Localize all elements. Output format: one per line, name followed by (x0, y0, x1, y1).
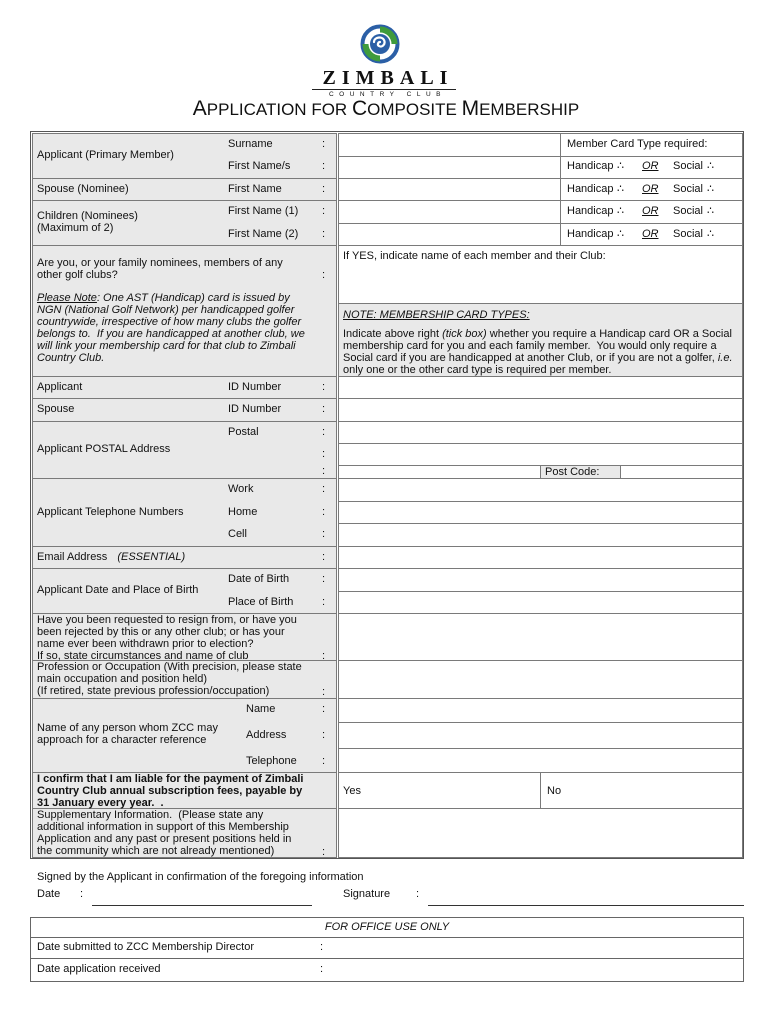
please-note-line: countrywide, irrespective of how many clubs the golfer (37, 316, 302, 328)
colon-separator: : (320, 963, 324, 975)
social-tick-box[interactable]: ∴ (707, 160, 714, 172)
resign-question-line: If so, state circumstances and name of club (37, 650, 249, 662)
date-submitted-field[interactable] (330, 938, 742, 958)
colon-separator: : (416, 888, 420, 900)
note-text-italic: (tick box) (442, 328, 487, 340)
social-option-label: Social (673, 183, 703, 195)
please-note-line: NGN (National Golf Network) per handicapped golfer (37, 304, 295, 316)
colon-separator: : (322, 506, 326, 518)
reference-telephone-field[interactable] (338, 748, 743, 773)
resign-question-line: been rejected by this or any other club; or has your (37, 626, 285, 638)
first-names-field[interactable] (338, 156, 561, 179)
title-word: MEMBERSHIP (461, 97, 580, 120)
child-1-first-name-label: First Name (1) (228, 205, 299, 217)
handicap-tick-box[interactable]: ∴ (617, 160, 624, 172)
handicap-option-label: Handicap (567, 183, 614, 195)
date-of-birth-field[interactable] (338, 568, 743, 592)
colon-separator: : (322, 160, 326, 172)
colon-separator: : (320, 941, 324, 953)
confirm-yes-cell[interactable] (338, 772, 541, 809)
supplementary-label-line: the community which are not already mentioned) (37, 845, 275, 857)
colon-separator: : (322, 650, 326, 662)
supplementary-label-line: Application and any past or present positions held in (37, 833, 292, 845)
or-label: OR (642, 228, 659, 240)
spouse-group-label: Spouse (Nominee) (37, 183, 129, 195)
cell-phone-label: Cell (228, 528, 247, 540)
please-note-line (37, 292, 290, 304)
home-phone-label: Home (228, 506, 258, 518)
title-word: FOR (311, 100, 348, 119)
or-label: OR (642, 205, 659, 217)
handicap-option-label: Handicap (567, 228, 614, 240)
email-label-line (37, 551, 185, 563)
golf-clubs-question: Are you, or your family nominees, members of any (37, 257, 283, 269)
profession-field[interactable] (338, 660, 743, 699)
spouse-id-number-label: ID Number (228, 403, 282, 415)
colon-separator: : (322, 729, 326, 741)
colon-separator: : (322, 465, 326, 477)
signature-date-line[interactable] (92, 905, 312, 906)
home-phone-field[interactable] (338, 501, 743, 524)
confirm-statement-line: I confirm that I am liable for the payment of Zimbali (37, 773, 304, 785)
email-essential-note: (ESSENTIAL) (117, 551, 186, 563)
resign-question-line: Have you been requested to resign from, or have you (37, 614, 297, 626)
email-label: Email Address (37, 551, 108, 563)
profession-label-line: main occupation and position held) (37, 673, 208, 685)
colon-separator: : (322, 403, 326, 415)
colon-separator: : (322, 426, 326, 438)
colon-separator: : (80, 888, 84, 900)
profession-label-line: Profession or Occupation (With precision, please state (37, 661, 302, 673)
reference-telephone-label: Telephone (246, 755, 297, 767)
or-label: OR (642, 160, 659, 172)
date-received-label: Date application received (37, 963, 161, 975)
handicap-tick-box[interactable]: ∴ (617, 228, 624, 240)
postal-address-line-3-field[interactable] (338, 465, 541, 479)
colon-separator: : (322, 703, 326, 715)
card-types-note-line: membership card for you and each family member. You would only require a (343, 340, 717, 352)
postal-group-label: Applicant POSTAL Address (37, 443, 171, 455)
reference-group-label: Name of any person whom ZCC may (37, 722, 218, 734)
card-types-note-heading: NOTE: MEMBERSHIP CARD TYPES: (343, 309, 530, 321)
first-names-label: First Name/s (228, 160, 291, 172)
colon-separator: : (322, 846, 326, 858)
surname-field[interactable] (338, 133, 561, 157)
note-text: whether you require a Handicap card OR a Social (486, 328, 732, 340)
signature-date-label: Date (37, 888, 61, 900)
colon-separator: : (322, 483, 326, 495)
resign-question-line: name ever been withdrawn prior to election? (37, 638, 254, 650)
applicant-id-number-label: ID Number (228, 381, 282, 393)
handicap-option-label: Handicap (567, 205, 614, 217)
resign-circumstances-field[interactable] (338, 613, 743, 661)
spouse-first-name-label: First Name (228, 183, 282, 195)
note-text: Indicate above right (343, 328, 443, 340)
confirm-no-label: No (547, 785, 562, 797)
signature-line[interactable] (428, 905, 744, 906)
colon-separator: : (322, 596, 326, 608)
reference-address-field[interactable] (338, 722, 743, 749)
colon-separator: : (322, 573, 326, 585)
or-label: OR (642, 183, 659, 195)
social-option-label: Social (673, 160, 703, 172)
colon-separator: : (322, 138, 326, 150)
spouse-first-name-field[interactable] (338, 178, 561, 201)
place-of-birth-label: Place of Birth (228, 596, 294, 608)
page-title (150, 97, 622, 122)
card-types-note-line: only one or the other card type is required per member. (343, 364, 612, 376)
colon-separator: : (322, 755, 326, 767)
card-type-heading: Member Card Type required: (567, 138, 708, 150)
supplementary-info-field[interactable] (338, 808, 743, 858)
please-note-line: will link your membership card for that club to Zimbali (37, 340, 296, 352)
social-tick-box[interactable]: ∴ (707, 183, 714, 195)
date-submitted-label: Date submitted to ZCC Membership Director (37, 941, 255, 953)
place-of-birth-field[interactable] (338, 591, 743, 614)
note-text: Social card if you are handicapped at another Club, or if you are not a golfer, (343, 352, 718, 364)
card-types-note-line (343, 328, 732, 340)
colon-separator: : (322, 381, 326, 393)
handicap-tick-box[interactable]: ∴ (617, 205, 624, 217)
brand-name: ZIMBALI (322, 67, 454, 89)
date-of-birth-label: Date of Birth (228, 573, 290, 585)
telephone-group-label: Applicant Telephone Numbers (37, 506, 184, 518)
social-option-label: Social (673, 228, 703, 240)
date-received-field[interactable] (330, 959, 742, 981)
signature-statement: Signed by the Applicant in confirmation of the foregoing information (37, 871, 364, 883)
applicant-id-group-label: Applicant (37, 381, 83, 393)
please-note-line: Country Club. (37, 352, 105, 364)
brand-divider (312, 89, 456, 90)
if-yes-label: If YES, indicate name of each member and their Club: (343, 250, 606, 262)
colon-separator: : (322, 686, 326, 698)
social-tick-box[interactable]: ∴ (707, 228, 714, 240)
card-types-note-line (343, 352, 733, 364)
colon-separator: : (322, 228, 326, 240)
brand-subtitle: COUNTRY CLUB (328, 91, 447, 98)
spouse-id-group-label: Spouse (37, 403, 75, 415)
applicant-group-label: Applicant (Primary Member) (37, 149, 174, 161)
social-option-label: Social (673, 205, 703, 217)
work-phone-field[interactable] (338, 478, 743, 502)
reference-name-label: Name (246, 703, 276, 715)
please-note-text: : One AST (Handicap) card is issued by (96, 292, 290, 304)
social-tick-box[interactable]: ∴ (707, 205, 714, 217)
supplementary-label-line: Supplementary Information. (Please state any (37, 809, 264, 821)
please-note-line: belongs to. If you are handicapped at another club, we (37, 328, 305, 340)
postal-address-line-2-field[interactable] (338, 443, 743, 466)
spouse-id-field[interactable] (338, 398, 743, 422)
child-1-first-name-field[interactable] (338, 200, 561, 224)
colon-separator: : (322, 183, 326, 195)
title-word: COMPOSITE (351, 97, 457, 120)
colon-separator: : (322, 269, 326, 281)
post-code-label: Post Code: (545, 466, 600, 478)
birth-group-label: Applicant Date and Place of Birth (37, 584, 199, 596)
cell-phone-field[interactable] (338, 523, 743, 547)
handicap-tick-box[interactable]: ∴ (617, 183, 624, 195)
surname-label: Surname (228, 138, 273, 150)
postal-label: Postal (228, 426, 259, 438)
handicap-option-label: Handicap (567, 160, 614, 172)
applicant-id-field[interactable] (338, 376, 743, 399)
colon-separator: : (322, 528, 326, 540)
label-cell-spouse-id (32, 398, 337, 422)
title-word: APPLICATION (192, 97, 307, 120)
please-note-prefix: Please Note (37, 292, 97, 304)
children-max-label: (Maximum of 2) (37, 222, 114, 234)
signature-label: Signature (343, 888, 391, 900)
post-code-field[interactable] (620, 465, 743, 479)
supplementary-label-line: additional information in support of this Membership (37, 821, 289, 833)
child-2-first-name-field[interactable] (338, 223, 561, 246)
work-phone-label: Work (228, 483, 254, 495)
colon-separator: : (322, 448, 326, 460)
office-use-heading: FOR OFFICE USE ONLY (324, 921, 450, 933)
confirm-yes-label: Yes (343, 785, 361, 797)
postal-address-line-1-field[interactable] (338, 421, 743, 444)
reference-name-field[interactable] (338, 698, 743, 723)
note-text-italic: i.e. (717, 352, 733, 364)
colon-separator: : (322, 551, 326, 563)
children-group-label: Children (Nominees) (37, 210, 138, 222)
email-field[interactable] (338, 546, 743, 569)
golf-clubs-question: other golf clubs? (37, 269, 118, 281)
zimbali-logo-icon (357, 24, 403, 64)
confirm-statement-line: 31 January every year. . (37, 797, 164, 809)
reference-address-label: Address (246, 729, 287, 741)
reference-group-label: approach for a character reference (37, 734, 207, 746)
profession-label-line: (If retired, state previous profession/occupation) (37, 685, 270, 697)
confirm-no-cell[interactable] (540, 772, 743, 809)
confirm-statement-line: Country Club annual subscription fees, payable by (37, 785, 303, 797)
colon-separator: : (322, 205, 326, 217)
child-2-first-name-label: First Name (2) (228, 228, 299, 240)
